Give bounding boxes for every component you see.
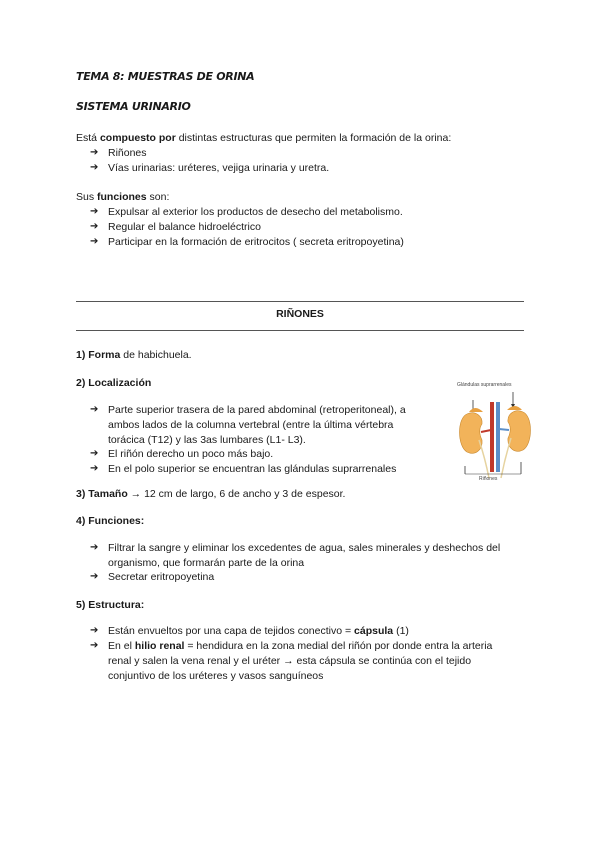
list-item-line: renal y salen la vena renal y el uréter → esta cápsula se continúa con el tejido <box>108 655 472 667</box>
list-item: Expulsar al exterior los productos de desecho del metabolismo. <box>108 206 403 218</box>
intro-paragraph <box>76 131 451 146</box>
funciones-heading: 4) Funciones: <box>76 515 145 527</box>
estructura-item1-bold: cápsula <box>354 625 394 637</box>
bullet-arrow-icon: ➔ <box>90 463 99 474</box>
divider <box>76 301 524 302</box>
section-heading: RIÑONES <box>276 308 324 320</box>
forma-num: 1) <box>76 349 89 361</box>
bullet-arrow-icon: ➔ <box>90 206 99 217</box>
list-item-line: conjuntivo de los uréteres y vasos sanguíneos <box>108 670 324 682</box>
estructura-item2-bold: hilio renal <box>134 640 185 652</box>
bullet-arrow-icon: ➔ <box>90 147 99 158</box>
estructura-item2-pre: En el <box>108 640 135 652</box>
list-item-line: Filtrar la sangre y eliminar los excedentes de agua, sales minerales y deshechos del <box>108 542 501 554</box>
tamano-bold: Tamaño <box>88 488 128 500</box>
page-title: TEMA 8: MUESTRAS DE ORINA <box>76 70 255 83</box>
tamano-paragraph <box>76 487 345 502</box>
list-item: Regular el balance hidroeléctrico <box>108 221 261 233</box>
intro-bold: compuesto por <box>99 132 176 144</box>
forma-bold: Forma <box>88 349 121 361</box>
functions-paragraph <box>76 190 169 205</box>
figure-bottom-label: Riñones <box>479 476 498 482</box>
bullet-arrow-icon: ➔ <box>90 571 99 582</box>
estructura-item1-post: (1) <box>393 625 409 637</box>
intro-pre: Está <box>76 132 100 144</box>
list-item-line: torácica (T12) y las 3as lumbares (L1- L3). <box>108 434 306 446</box>
bullet-arrow-icon: ➔ <box>90 162 99 173</box>
list-item-line: Parte superior trasera de la pared abdominal (retroperitoneal), a <box>108 404 406 416</box>
bullet-arrow-icon: ➔ <box>90 640 99 651</box>
page-subtitle: SISTEMA URINARIO <box>76 100 191 113</box>
list-item-line <box>108 639 492 654</box>
list-item-line: ambos lados de la columna vertebral (entre la última vértebra <box>108 419 394 431</box>
list-item: Secretar eritropoyetina <box>108 571 215 583</box>
tamano-post: → 12 cm de largo, 6 de ancho y 3 de espesor. <box>127 488 346 500</box>
list-item-line: organismo, que formarán parte de la orina <box>108 557 305 569</box>
functions-pre: Sus <box>76 191 98 203</box>
tamano-num: 3) <box>76 488 89 500</box>
functions-bold: funciones <box>97 191 147 203</box>
list-item: Vías urinarias: uréteres, vejiga urinaria y uretra. <box>108 162 330 174</box>
forma-post: de habichuela. <box>120 349 192 361</box>
estructura-item2-post: = hendidura en la zona medial del riñón por donde entra la arteria <box>184 640 493 652</box>
forma-paragraph <box>76 348 192 363</box>
list-item: Riñones <box>108 147 147 159</box>
list-item: Participar en la formación de eritrocitos ( secreta eritropoyetina) <box>108 236 404 248</box>
estructura-item1-pre: Están envueltos por una capa de tejidos conectivo = <box>108 625 355 637</box>
bullet-arrow-icon: ➔ <box>90 625 99 636</box>
kidney-figure <box>455 380 535 485</box>
bullet-arrow-icon: ➔ <box>90 236 99 247</box>
kidneys-illustration-icon <box>455 388 535 483</box>
list-item: El riñón derecho un poco más bajo. <box>108 448 274 460</box>
functions-post: son: <box>146 191 170 203</box>
bullet-arrow-icon: ➔ <box>90 542 99 553</box>
bullet-arrow-icon: ➔ <box>90 404 99 415</box>
figure-top-label: Glándulas suprarrenales <box>457 382 512 388</box>
estructura-heading: 5) Estructura: <box>76 599 145 611</box>
bullet-arrow-icon: ➔ <box>90 448 99 459</box>
list-item: En el polo superior se encuentran las glándulas suprarrenales <box>108 463 397 475</box>
localizacion-heading: 2) Localización <box>76 377 152 389</box>
list-item <box>108 624 409 639</box>
divider <box>76 330 524 331</box>
intro-post: distintas estructuras que permiten la formación de la orina: <box>175 132 452 144</box>
bullet-arrow-icon: ➔ <box>90 221 99 232</box>
